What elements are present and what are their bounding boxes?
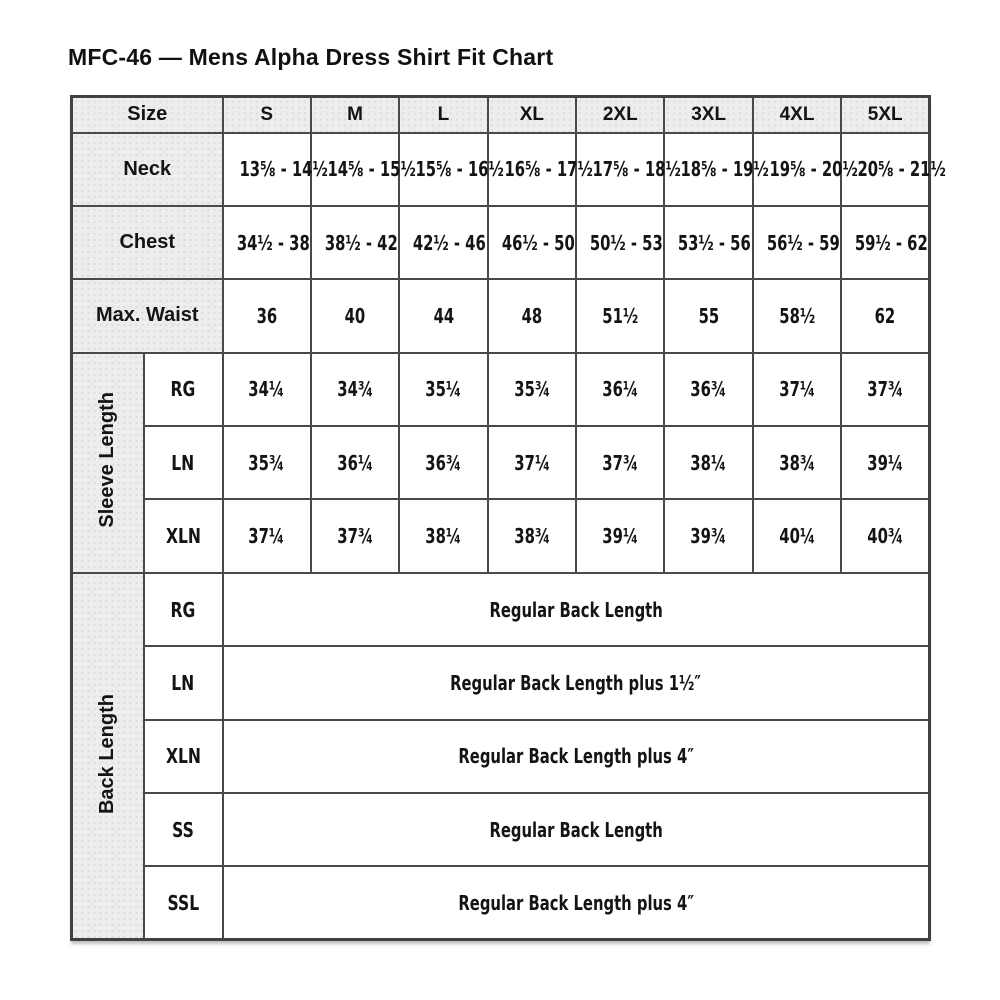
cell-value: 38¾ [513, 524, 550, 549]
table-cell [311, 279, 399, 352]
cell-value: 15⅝ - 16½ [415, 157, 505, 182]
table-cell [576, 499, 664, 572]
cell-value: 50½ - 53 [589, 230, 663, 255]
row-label: SS [172, 817, 194, 842]
cell-value: 17⅝ - 18½ [592, 157, 681, 182]
back-length-label-cell [72, 573, 144, 940]
table-cell [488, 353, 576, 426]
cell-value: 46½ - 50 [501, 230, 575, 255]
cell-value: 56½ - 59 [766, 230, 840, 255]
row-label: SSL [167, 890, 199, 915]
table-cell [488, 426, 576, 499]
table-cell [664, 206, 752, 279]
row-label: RG [170, 377, 196, 402]
size-col-header-s: S [223, 97, 311, 133]
row-label: LN [171, 670, 195, 695]
cell-value: 19⅝ - 20½ [769, 157, 858, 182]
back-row-header-ln [144, 646, 223, 719]
cell-value: 37¾ [867, 377, 904, 402]
sleeve-row-header-ln [144, 426, 223, 499]
table-cell [664, 279, 752, 352]
cell-value: 35¾ [513, 377, 550, 402]
cell-value: 38½ - 42 [324, 230, 398, 255]
table-cell [311, 206, 399, 279]
cell-value: 40¾ [867, 524, 904, 549]
page-title: MFC-46 — Mens Alpha Dress Shirt Fit Chart [68, 44, 554, 70]
cell-value: 40 [344, 303, 366, 328]
cell-value: 35¾ [248, 450, 285, 475]
back-ss-row [72, 793, 930, 866]
cell-value: 20⅝ - 21½ [857, 157, 947, 182]
cell-value: 36¾ [690, 377, 727, 402]
cell-value: Regular Back Length plus 4″ [458, 890, 694, 915]
table-cell [399, 499, 487, 572]
cell-value: 34¾ [337, 377, 374, 402]
back-length-label: Back Length [96, 693, 119, 814]
cell-value: 13⅝ - 14½ [239, 157, 328, 182]
table-cell [576, 206, 664, 279]
table-cell [664, 499, 752, 572]
cell-value: 59½ - 62 [855, 230, 929, 255]
sleeve-length-label: Sleeve Length [96, 392, 119, 529]
cell-value: 51½ [602, 303, 639, 328]
cell-value: 35¼ [425, 377, 462, 402]
back-value-cell [223, 866, 930, 939]
cell-value: 55 [698, 303, 719, 328]
max-waist-row [72, 279, 930, 352]
cell-value: Regular Back Length [489, 817, 663, 842]
cell-value: 16⅝ - 17½ [504, 157, 593, 182]
back-value-cell [223, 793, 930, 866]
sleeve-rg-row [72, 353, 930, 426]
table-cell [223, 353, 311, 426]
table-cell [841, 206, 929, 279]
back-row-header-xln [144, 720, 223, 793]
table-cell [753, 426, 841, 499]
neck-row [72, 133, 930, 206]
cell-value: 39¼ [602, 524, 639, 549]
size-col-header-3xl: 3XL [664, 97, 752, 133]
cell-value: 39¼ [867, 450, 904, 475]
table-cell [223, 426, 311, 499]
sleeve-ln-row [72, 426, 930, 499]
cell-value: 14⅝ - 15½ [327, 157, 416, 182]
cell-value: 36¾ [425, 450, 462, 475]
cell-value: 44 [433, 303, 454, 328]
table-cell [488, 499, 576, 572]
cell-value: 53½ - 56 [678, 230, 752, 255]
table-cell [841, 426, 929, 499]
row-header-chest: Chest [72, 206, 223, 279]
cell-value: 36¼ [337, 450, 374, 475]
cell-value: 39¾ [690, 524, 727, 549]
table-cell [753, 499, 841, 572]
size-col-header-xl: XL [488, 97, 576, 133]
cell-value: 58½ [779, 303, 816, 328]
back-row-header-ss [144, 793, 223, 866]
cell-value: 38¼ [690, 450, 727, 475]
table-cell [576, 279, 664, 352]
cell-value: 34½ - 38 [236, 230, 310, 255]
table-cell [488, 279, 576, 352]
cell-value: 37¾ [602, 450, 639, 475]
header-row [72, 97, 930, 133]
fit-chart-table [70, 95, 947, 941]
back-ln-row [72, 646, 930, 719]
row-label: XLN [165, 524, 201, 549]
table-cell [841, 353, 929, 426]
back-rg-row [72, 573, 930, 646]
table-cell [753, 206, 841, 279]
table-cell [311, 353, 399, 426]
back-xln-row [72, 720, 930, 793]
table-cell [223, 499, 311, 572]
size-col-header-l: L [399, 97, 487, 133]
table-cell [399, 279, 487, 352]
cell-value: 62 [874, 303, 896, 328]
chest-row [72, 206, 930, 279]
cell-value: Regular Back Length plus 1½″ [450, 670, 702, 695]
cell-value: 40¼ [779, 524, 816, 549]
size-col-header-2xl: 2XL [576, 97, 664, 133]
cell-value: 36¼ [602, 377, 639, 402]
cell-value: 18⅝ - 19½ [680, 157, 770, 182]
table-cell [753, 279, 841, 352]
cell-value: 37¼ [779, 377, 816, 402]
cell-value: 37¾ [337, 524, 374, 549]
back-value-cell [223, 720, 930, 793]
table-cell [841, 279, 929, 352]
cell-value: 36 [256, 303, 277, 328]
size-col-header-5xl: 5XL [841, 97, 929, 133]
table-cell [576, 353, 664, 426]
table-cell [841, 499, 929, 572]
row-label: XLN [165, 744, 201, 769]
row-label: RG [170, 597, 196, 622]
table-cell [664, 353, 752, 426]
back-value-cell [223, 573, 930, 646]
cell-value: 38¼ [425, 524, 462, 549]
back-value-cell [223, 646, 930, 719]
cell-value: 38¾ [779, 450, 816, 475]
sleeve-row-header-rg [144, 353, 223, 426]
table-cell [576, 426, 664, 499]
row-header-neck: Neck [72, 133, 223, 206]
table-cell [399, 206, 487, 279]
cell-value: Regular Back Length [489, 597, 663, 622]
row-header-max-waist: Max. Waist [72, 279, 223, 352]
back-row-header-rg [144, 573, 223, 646]
cell-value: 48 [521, 303, 543, 328]
table-cell [223, 206, 311, 279]
table-cell [399, 426, 487, 499]
table-cell [311, 499, 399, 572]
back-row-header-ssl [144, 866, 223, 939]
table-cell [488, 206, 576, 279]
table-cell [223, 133, 328, 206]
cell-value: Regular Back Length plus 4″ [458, 744, 694, 769]
cell-value: 34¼ [248, 377, 285, 402]
table-cell [311, 426, 399, 499]
sleeve-xln-row [72, 499, 930, 572]
size-col-header-m: M [311, 97, 399, 133]
sleeve-row-header-xln [144, 499, 223, 572]
table-cell [223, 279, 311, 352]
cell-value: 37¼ [248, 524, 285, 549]
size-col-header-4xl: 4XL [753, 97, 841, 133]
back-ssl-row [72, 866, 930, 939]
cell-value: 37¼ [513, 450, 550, 475]
sleeve-length-label-cell [72, 353, 144, 573]
row-label: LN [171, 450, 195, 475]
table-cell [664, 426, 752, 499]
table-cell [399, 353, 487, 426]
cell-value: 42½ - 46 [413, 230, 487, 255]
table-cell [753, 353, 841, 426]
size-header-cell: Size [72, 97, 223, 133]
